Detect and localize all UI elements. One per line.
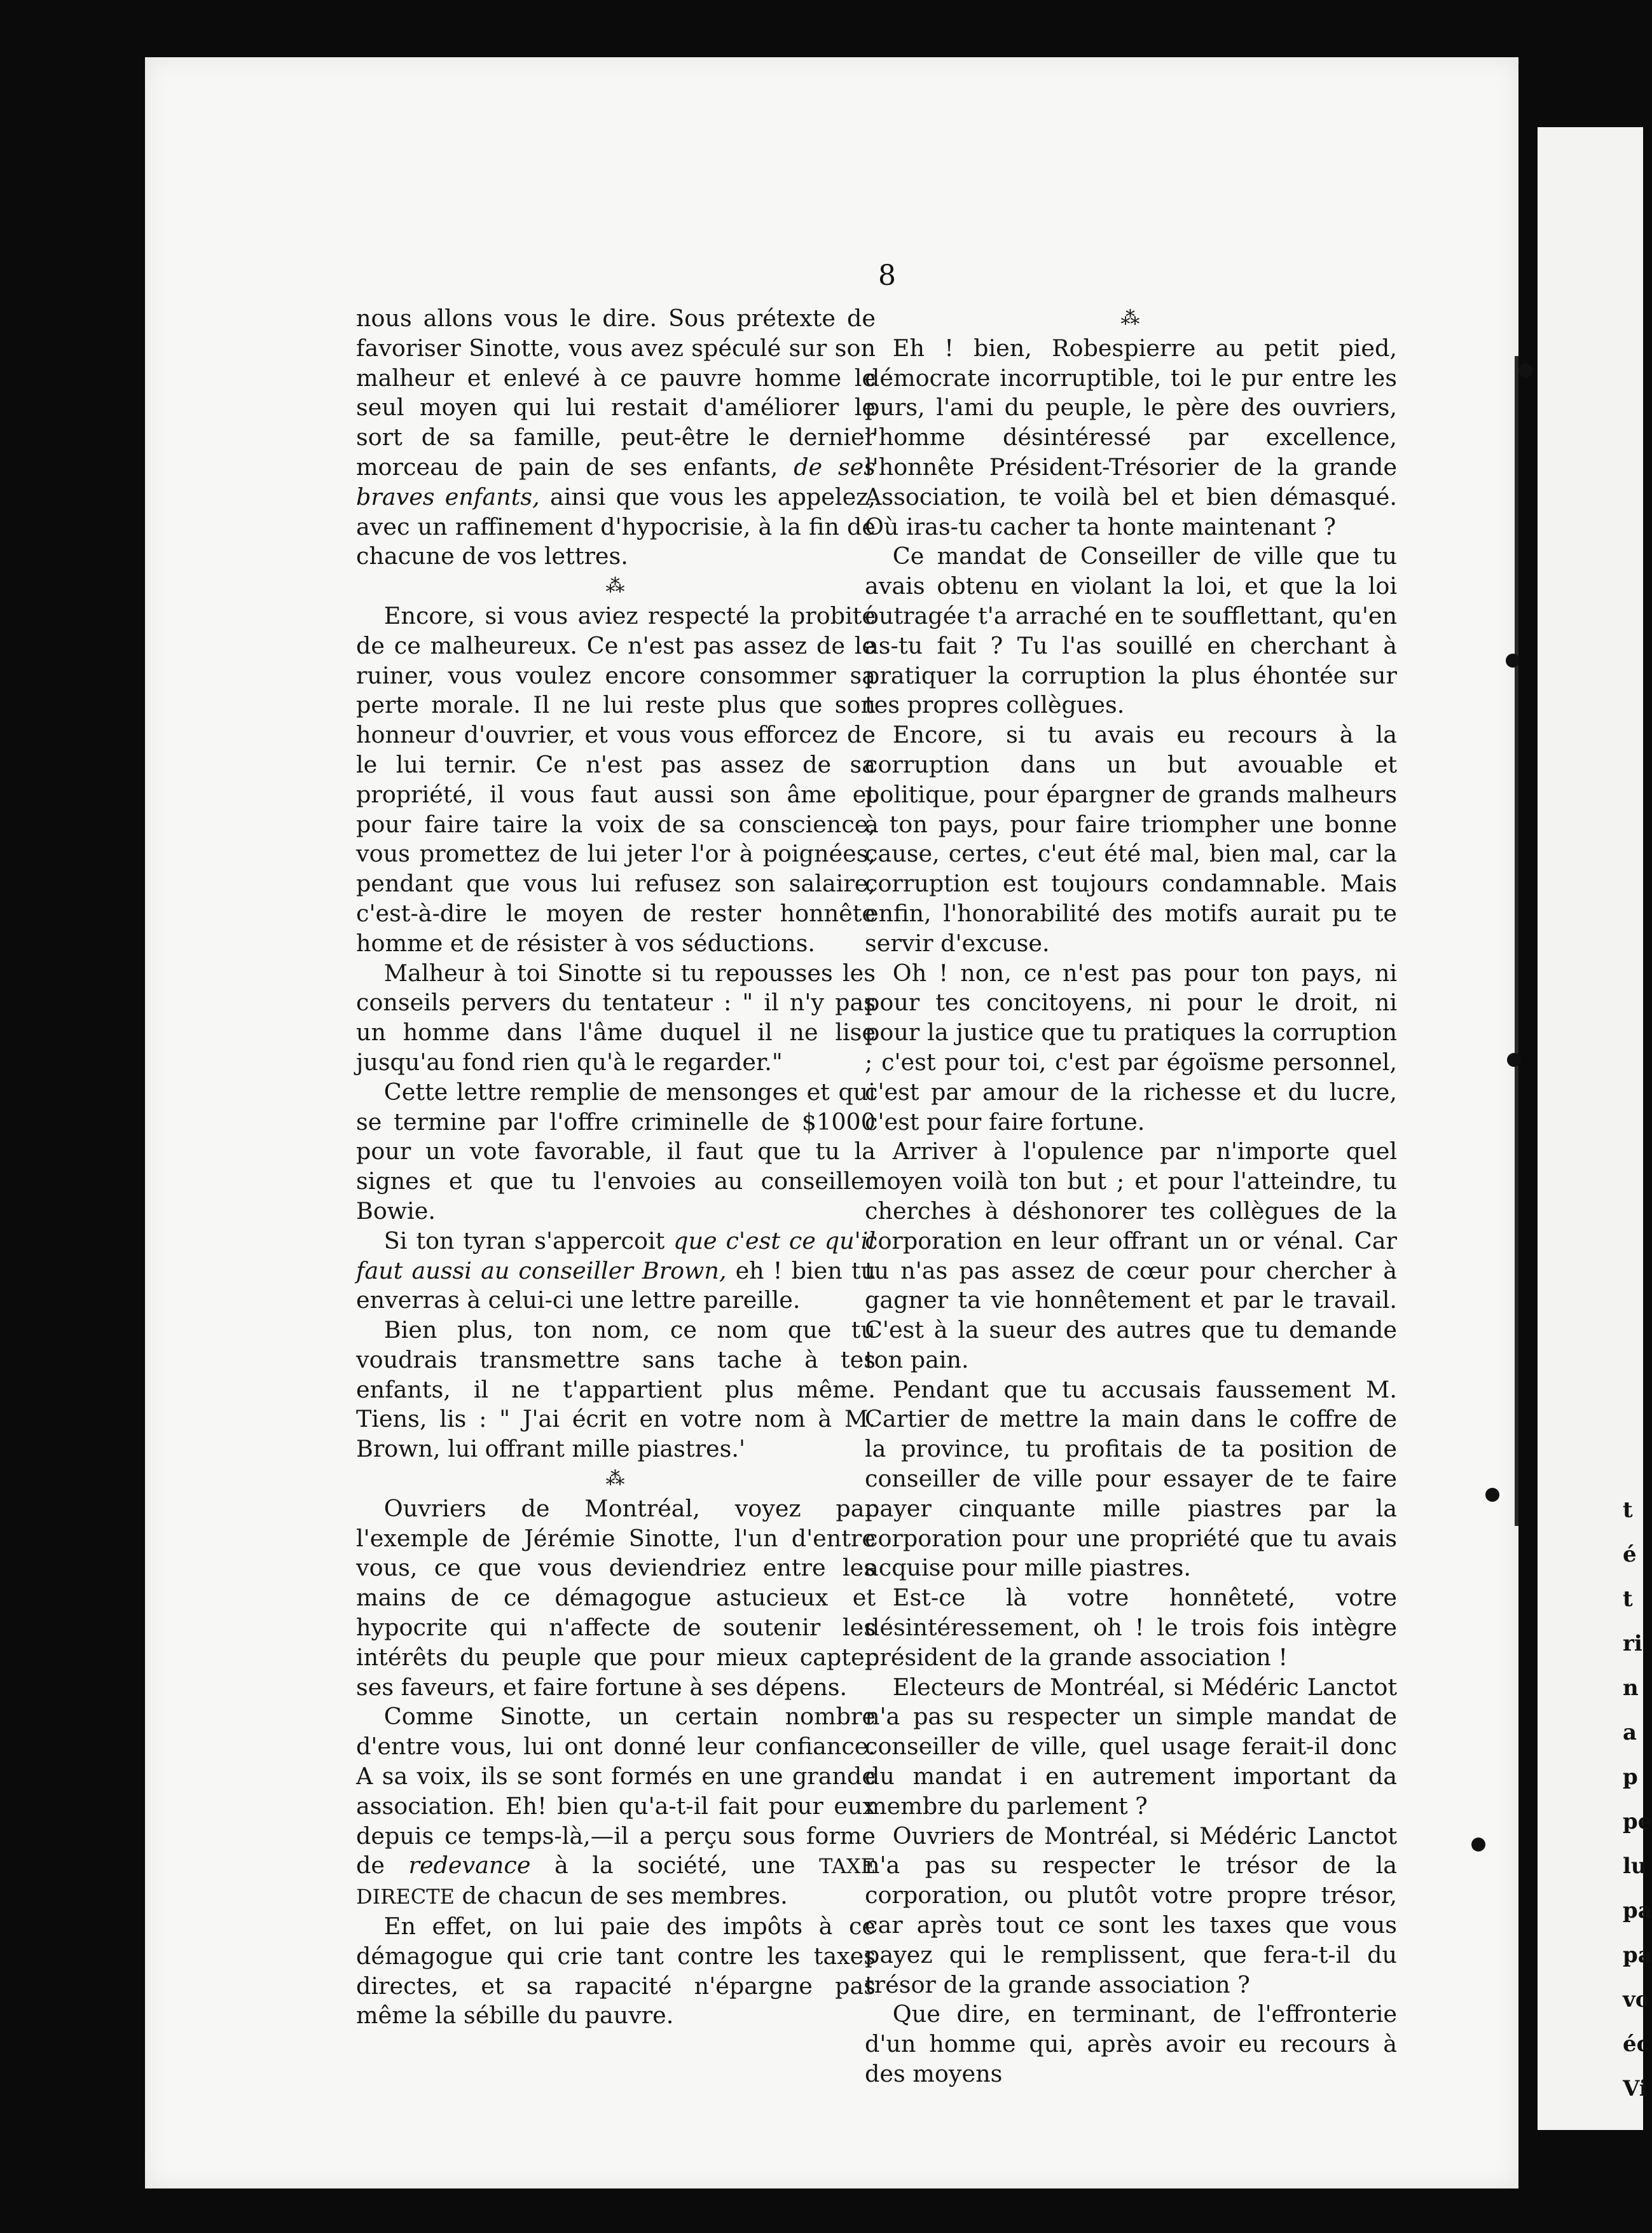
paragraph: Electeurs de Montréal, si Médéric Lanctot n'a pas su respecter un simple mandat de conseiller de ville, quel usage ferait-il donc du mandat i en autrement important da membre du parlement ? (865, 1673, 1397, 1820)
italic-phrase: de ses braves enfants, (356, 453, 876, 511)
italic-phrase: que c'est ce qu'il faut aussi au conseiller Brown, (356, 1226, 876, 1284)
paragraph: Ouvriers de Montréal, si Médéric Lanctot n'a pas su respecter le trésor de la corporation, ou plutôt votre propre trésor, car après tout ce sont les taxes que vous payez qui le remplissent, que fera-t-il du trésor de la grande association ? (865, 1822, 1397, 1998)
small-caps-phrase: TAXE DIRECTE (356, 1854, 876, 1909)
binding-knot (1507, 1053, 1521, 1067)
left-text-column (356, 304, 876, 2031)
paragraph: Comme Sinotte, un certain nombre d'entre vous, lui ont donné leur confiance. A sa voix, ils se sont formés en une grande association. Eh! bien qu'a-t-il fait pour eux depuis ce temps-là,—il a perçu sous forme de redevance à la société, une TAXE DIRECTE de chacun de ses membres. (356, 1703, 876, 1910)
paragraph: Pendant que tu accusais faussement M. Cartier de mettre la main dans le coffre de la province, tu profitais de ta position de conseiller de ville pour essayer de te faire payer cinquante mille piastres par la corporation pour une propriété que tu avais acquise pour mille piastres. (865, 1375, 1397, 1582)
paragraph: Que dire, en terminant, de l'effronterie d'un homme qui, après avoir eu recours à des moyens (865, 2000, 1397, 2088)
paragraph: Ouvriers de Montréal, voyez par l'exemple de Jérémie Sinotte, l'un d'entre vous, ce que vous deviendriez entre les mains de ce démagogue astucieux et hypocrite qui n'affecte de soutenir les intérêts du peuple que pour mieux capter ses faveurs, et faire fortune à ses dépens. (356, 1494, 876, 1701)
binding-knot (1485, 1488, 1499, 1502)
page-number: 8 (878, 259, 896, 292)
paragraph: Bien plus, ton nom, ce nom que tu voudrais transmettre sans tache à tes enfants, il ne t'appartient plus même. Tiens, lis : " J'ai écrit en votre nom à M. Brown, lui offrant mille piastres.' (356, 1316, 876, 1463)
paragraph: Malheur à toi Sinotte si tu repousses les conseils pervers du tentateur : " il n'y pas un homme dans l'âme duquel il ne lise jusqu'au fond rien qu'à le regarder." (356, 959, 876, 1076)
section-separator: ⁂ (605, 575, 626, 598)
paragraph: Encore, si vous aviez respecté la probité de ce malheureux. Ce n'est pas assez de le ruiner, vous voulez encore consommer sa perte morale. Il ne lui reste plus que son honneur d'ouvrier, et vous vous efforcez de le lui ternir. Ce n'est pas assez de sa propriété, il vous faut aussi son âme et pour faire taire la voix de sa conscience, vous promettez de lui jeter l'or à poignées, pendant que vous lui refusez son salaire, c'est-à-dire le moyen de rester honnête homme et de résister à vos séductions. (356, 601, 876, 957)
paragraph: Si ton tyran s'appercoit que c'est ce qu'il faut aussi au conseiller Brown, eh ! bien tu enverras à celui-ci une lettre pareille. (356, 1226, 876, 1314)
binding-knot (1518, 364, 1532, 378)
paragraph: nous allons vous le dire. Sous prétexte de favoriser Sinotte, vous avez spéculé sur son malheur et enlevé à ce pauvre homme le seul moyen qui lui restait d'améliorer le sort de sa famille, peut-être le dernier morceau de pain de ses enfants, de ses braves enfants, ainsi que vous les appelez, avec un raffinement d'hypocrisie, à la fin de chacune de vos lettres. (356, 305, 876, 570)
paragraph: En effet, on lui paie des impôts à ce démagogue qui crie tant contre les taxes directes, et sa rapacité n'épargne pas même la sébille du pauvre. (356, 1913, 876, 2030)
paragraph: Encore, si tu avais eu recours à la corruption dans un but avouable et politique, pour épargner de grands malheurs à ton pays, pour faire triompher une bonne cause, certes, c'eut été mal, bien mal, car la corruption est toujours condamnable. Mais enfin, l'honorabilité des motifs aurait pu te servir d'excuse. (865, 721, 1397, 957)
binding-thread (1515, 356, 1518, 1526)
paragraph: Est-ce là votre honnêteté, votre désintéressement, oh ! le trois fois intègre président de la grande association ! (865, 1584, 1397, 1671)
section-separator: ⁂ (605, 1467, 626, 1490)
italic-phrase: redevance (408, 1852, 531, 1879)
paragraph: Oh ! non, ce n'est pas pour ton pays, ni pour tes concitoyens, ni pour le droit, ni pour la justice que tu pratiques la corruption ; c'est pour toi, c'est par égoïsme personnel, c'est par amour de la richesse et du lucre, c'est pour faire fortune. (865, 959, 1397, 1136)
right-text-column (865, 304, 1397, 2089)
section-separator: ⁂ (1120, 307, 1141, 329)
paragraph: Cette lettre remplie de mensonges et qui se termine par l'offre criminelle de $1000 pour un vote favorable, il faut que tu la signes et que tu l'envoies au conseiller Bowie. (356, 1078, 876, 1225)
paragraph: Arriver à l'opulence par n'importe quel moyen voilà ton but ; et pour l'atteindre, tu cherches à déshonorer tes collègues de la corporation en leur offrant un or vénal. Car tu n'as pas assez de cœur pour chercher à gagner ta vie honnêtement et par le travail. C'est à la sueur des autres que tu demande ton pain. (865, 1137, 1397, 1373)
binding-knot (1506, 654, 1520, 668)
adjacent-page-text-fragments: t é t ri n a p pe lu pa pa vo éc Vi (1623, 1497, 1652, 2101)
binding-knot (1471, 1838, 1485, 1852)
paragraph: Eh ! bien, Robespierre au petit pied, démocrate incorruptible, toi le pur entre les purs, l'ami du peuple, le père des ouvriers, l'homme désintéressé par excellence, l'honnête Président-Trésorier de la grande Association, te voilà bel et bien démasqué. Où iras-tu cacher ta honte maintenant ? (865, 334, 1397, 540)
paragraph: Ce mandat de Conseiller de ville que tu avais obtenu en violant la loi, et que la loi outragée t'a arraché en te soufflettant, qu'en as-tu fait ? Tu l'as souillé en cherchant à pratiquer la corruption la plus éhontée sur tes propres collègues. (865, 542, 1397, 719)
